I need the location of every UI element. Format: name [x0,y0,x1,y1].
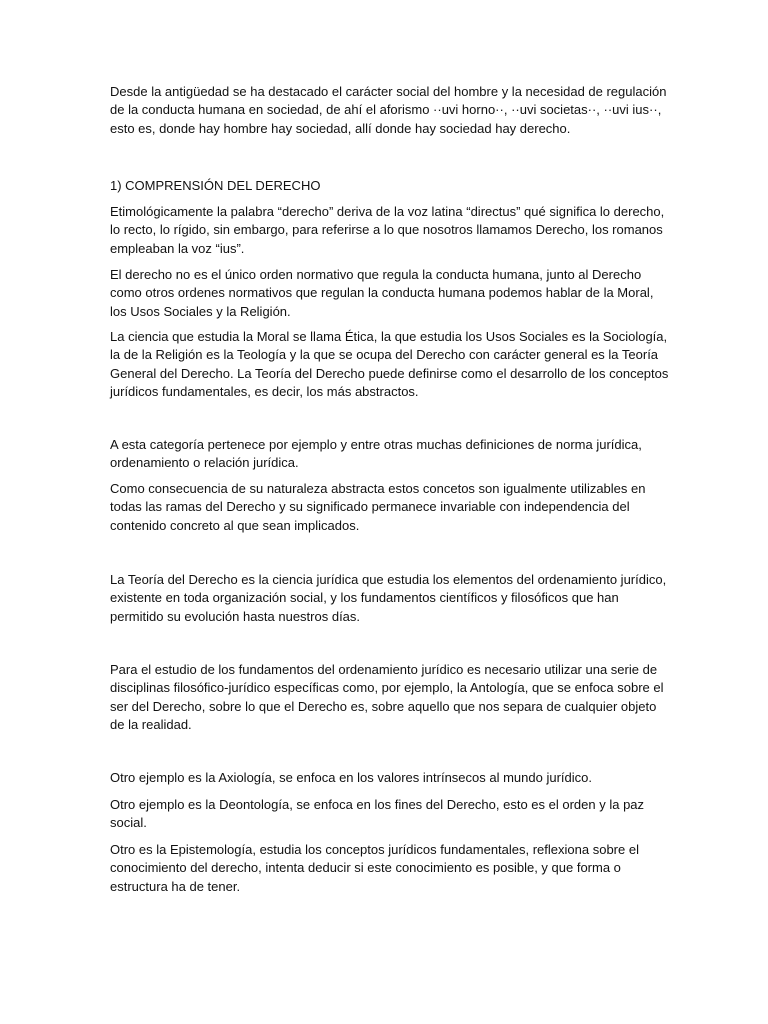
intro-paragraph: Desde la antigüedad se ha destacado el carácter social del hombre y la necesidad de regulación de la conducta humana en sociedad, de ahí el aforismo ··uvi horno··, ··uvi societas··, ··uvi ius··, esto es, donde hay hombre hay sociedad, allí donde hay sociedad hay derecho. [110,84,667,136]
paragraph-category: A esta categoría pertenece por ejemplo y entre otras muchas definiciones de norma jurídica, ordenamiento o relación jurídica. [110,437,642,471]
paragraph-sciences: La ciencia que estudia la Moral se llama Ética, la que estudia los Usos Sociales es la Sociología, la de la Religión es la Teología y la que se ocupa del Derecho con carácter general es la Teoría General del Derecho. La Teoría del Derecho puede definirse como el desarrollo de los conceptos jurídicos fundamentales, es decir, los más abstractos. [110,329,669,399]
section-heading: 1) COMPRENSIÓN DEL DERECHO [110,178,321,193]
paragraph-axiology: Otro ejemplo es la Axiología, se enfoca en los valores intrínsecos al mundo jurídico. [110,770,592,785]
paragraph-deontology: Otro ejemplo es la Deontología, se enfoca en los fines del Derecho, esto es el orden y la paz social. [110,797,645,831]
paragraph-epistemology: Otro es la Epistemología, estudia los conceptos jurídicos fundamentales, reflexiona sobre el conocimiento del derecho, intenta deducir si este conocimiento es posible, y que forma o estructura ha de tener. [110,842,639,894]
paragraph-abstract-nature: Como consecuencia de su naturaleza abstracta estos concetos son igualmente utilizables en todas las ramas del Derecho y su significado permanece invariable con independencia del contenido concreto al que sean implicados. [110,481,646,533]
paragraph-normative-orders: El derecho no es el único orden normativo que regula la conducta humana, junto al Derecho como otros ordenes normativos que regulan la conducta humana podemos hablar de la Moral, los Usos Sociales y la Religión. [110,267,654,319]
paragraph-theory-definition: La Teoría del Derecho es la ciencia jurídica que estudia los elementos del ordenamiento jurídico, existente en toda organización social, y los fundamentos científicos y filosóficos que han permitido su evolución hasta nuestros días. [110,572,667,624]
paragraph-fundamentals: Para el estudio de los fundamentos del ordenamiento jurídico es necesario utilizar una serie de disciplinas filosófico-jurídico específicas como, por ejemplo, la Antología, que se enfoca sobre el ser del Derecho, sobre lo que el Derecho es, sobre aquello que nos separa de cualquier objeto de la realidad. [110,662,664,732]
paragraph-etymology: Etimológicamente la palabra “derecho” deriva de la voz latina “directus” qué significa lo derecho, lo recto, lo rígido, sin embargo, para referirse a lo que nosotros llamamos Derecho, los romanos empleaban la voz “ius”. [110,204,665,256]
